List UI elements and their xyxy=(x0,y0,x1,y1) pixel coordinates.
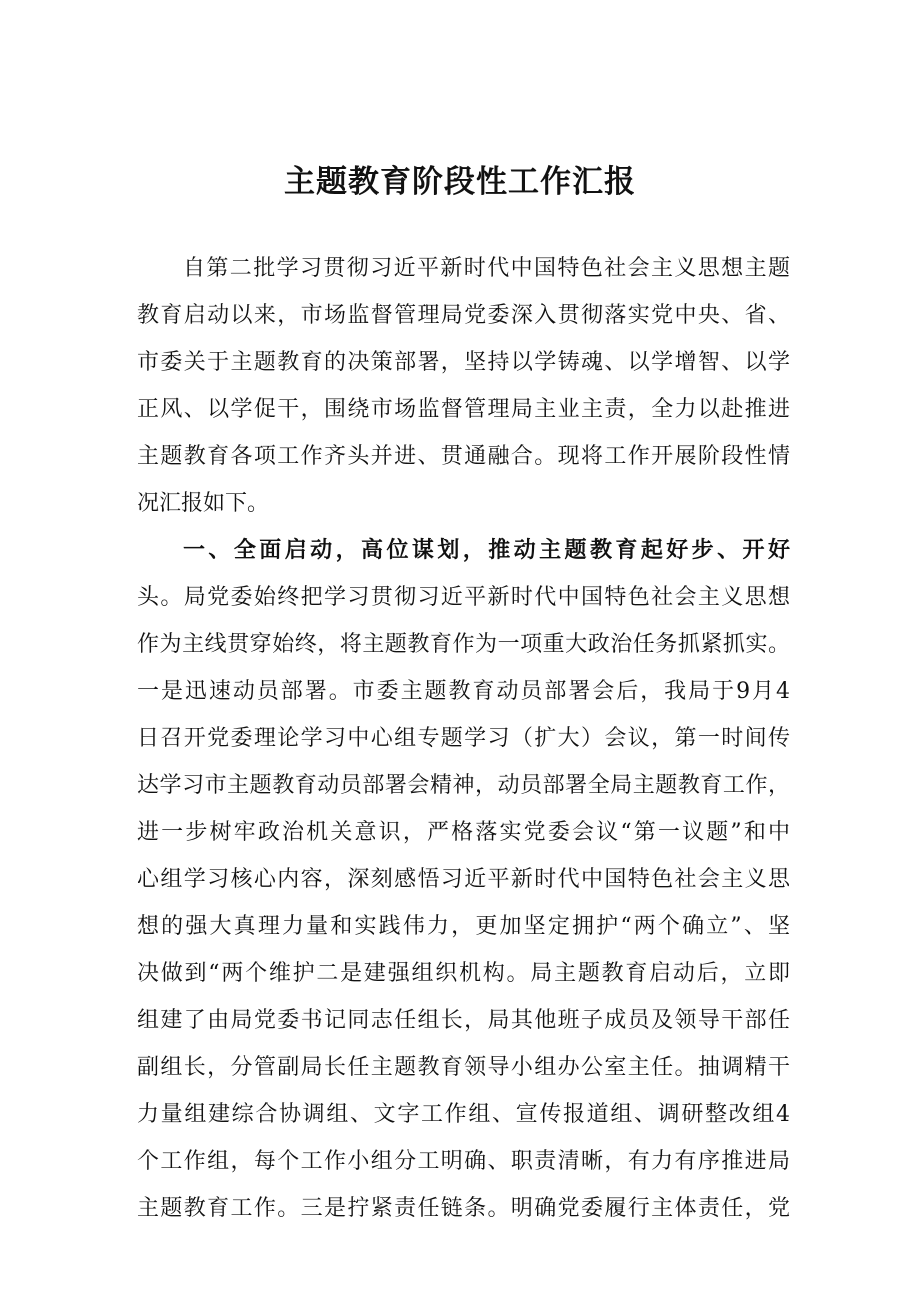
paragraph-section-one xyxy=(137,527,790,1232)
text-line: 力量组建综合协调组、文字工作组、宣传报道组、调研整改组4 xyxy=(137,1102,790,1127)
text-line: 自第二批学习贯彻习近平新时代中国特色社会主义思想主题 xyxy=(183,256,790,281)
text-line: 主题教育各项工作齐头并进、贯通融合。现将工作开展阶段性情 xyxy=(137,444,790,469)
text-line: 达学习市主题教育动员部署会精神，动员部署全局主题教育工作， xyxy=(137,773,790,798)
text-line: 头。局党委始终把学习贯彻习近平新时代中国特色社会主义思想 xyxy=(137,585,790,610)
section-heading: 一、全面启动，高位谋划，推动主题教育起好步、开好 xyxy=(183,538,790,563)
document-title: 主题教育阶段性工作汇报 xyxy=(284,164,636,200)
text-line: 副组长，分管副局长任主题教育领导小组办公室主任。抽调精干 xyxy=(137,1055,790,1080)
text-line: 心组学习核心内容，深刻感悟习近平新时代中国特色社会主义思 xyxy=(137,867,790,892)
paragraph-intro xyxy=(137,245,790,527)
text-line: 主题教育工作。三是拧紧责任链条。明确党委履行主体责任，党 xyxy=(137,1196,790,1221)
text-line: 个工作组，每个工作小组分工明确、职责清晰，有力有序推进局 xyxy=(137,1149,790,1174)
text-line: 正风、以学促干，围绕市场监督管理局主业主责，全力以赴推进 xyxy=(137,397,790,422)
text-line: 况汇报如下。 xyxy=(137,491,270,516)
text-line: 教育启动以来，市场监督管理局党委深入贯彻落实党中央、省、 xyxy=(137,303,790,328)
text-line: 作为主线贯穿始终，将主题教育作为一项重大政治任务抓紧抓实。 xyxy=(137,632,790,657)
text-line: 进一步树牢政治机关意识，严格落实党委会议“第一议题”和中 xyxy=(137,820,790,845)
text-line: 决做到“两个维护二是建强组织机构。局主题教育启动后，立即 xyxy=(137,961,790,986)
text-line: 一是迅速动员部署。市委主题教育动员部署会后，我局于9月4 xyxy=(137,679,790,704)
text-line: 市委关于主题教育的决策部署，坚持以学铸魂、以学增智、以学 xyxy=(137,350,790,375)
text-line: 组建了由局党委书记同志任组长，局其他班子成员及领导干部任 xyxy=(137,1008,790,1033)
document-body xyxy=(137,245,790,1232)
text-line: 想的强大真理力量和实践伟力，更加坚定拥护“两个确立”、坚 xyxy=(137,914,790,939)
text-line: 日召开党委理论学习中心组专题学习（扩大）会议，第一时间传 xyxy=(137,726,790,751)
